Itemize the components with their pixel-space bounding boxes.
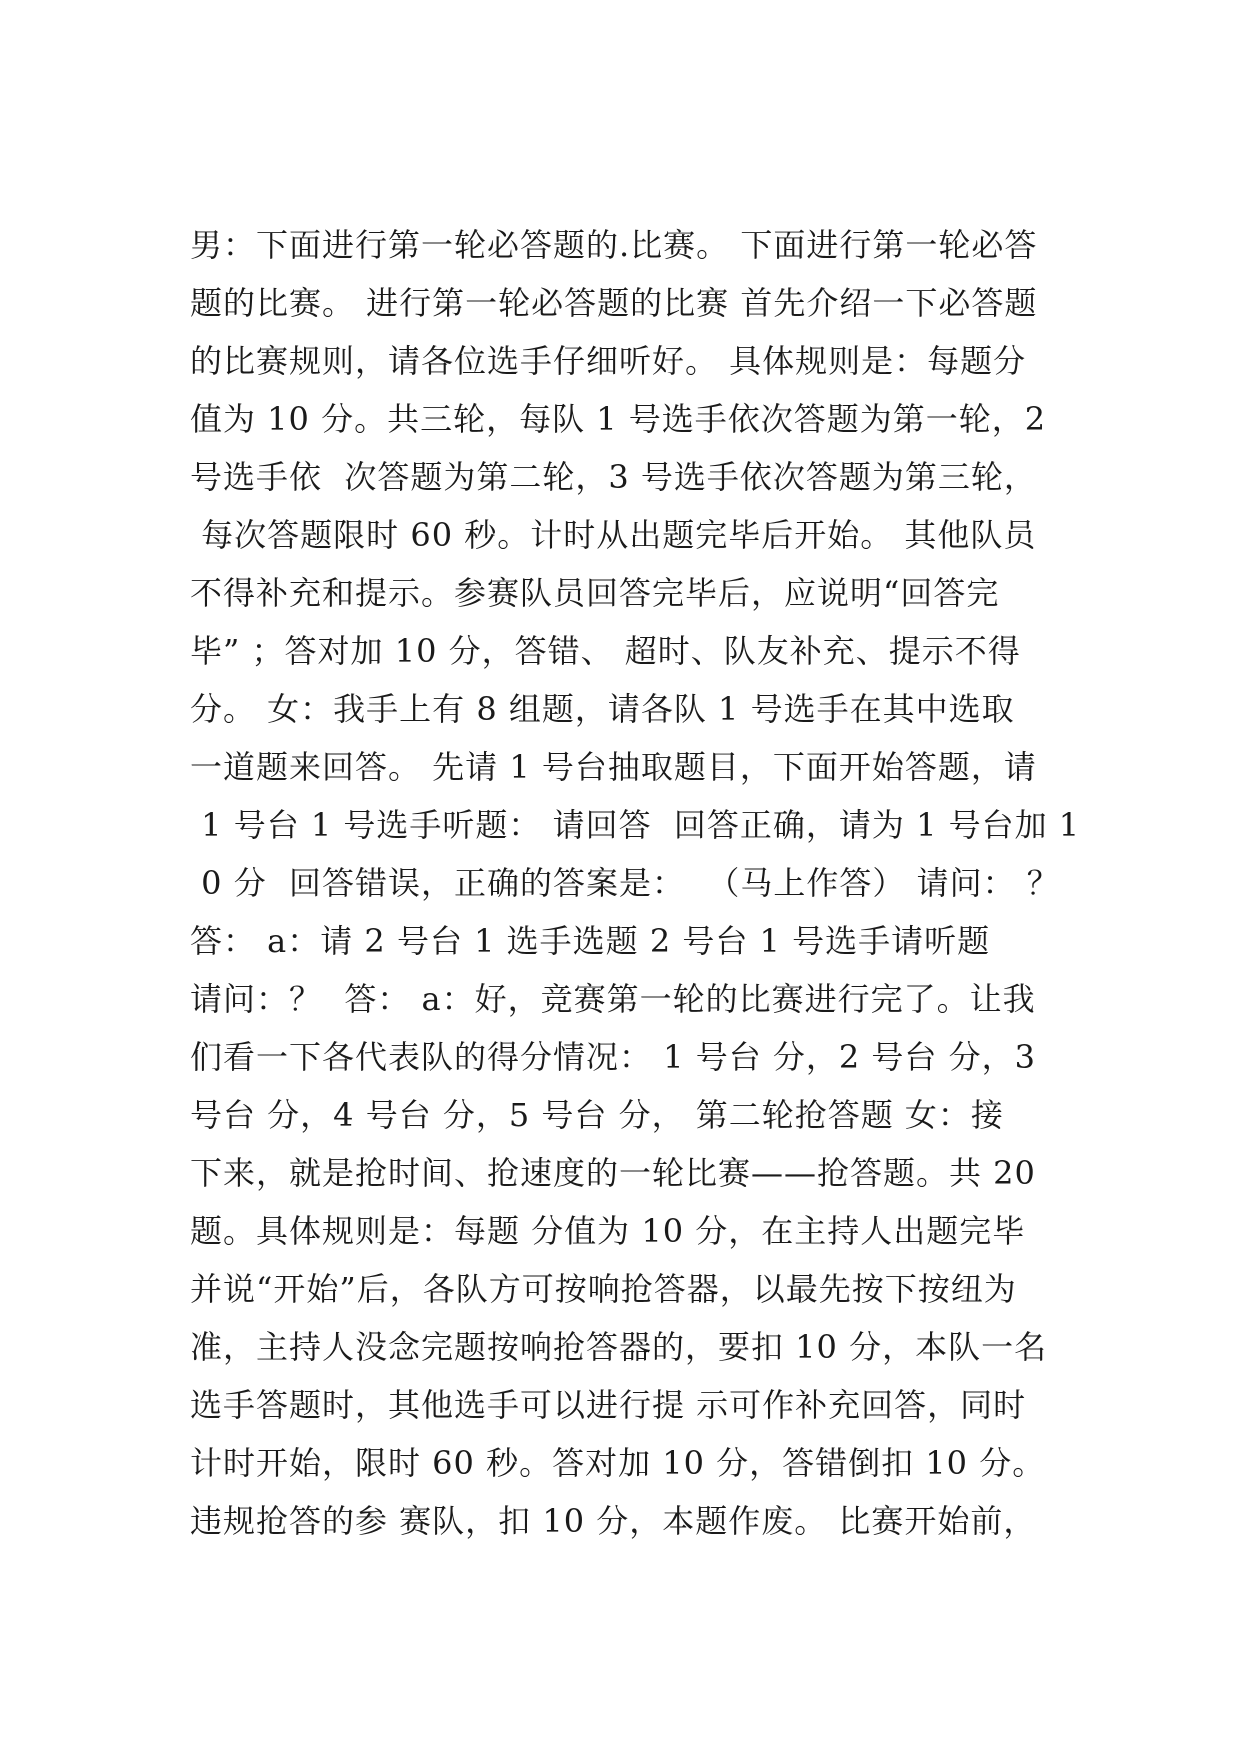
text-line: 1 号台 1 号选手听题： 请回答 回答正确，请为 1 号台加 1 [190, 806, 1081, 844]
text-line: 号选手依 次答题为第二轮，3 号选手依次答题为第三轮， [190, 458, 1037, 496]
body-text [190, 216, 1081, 1550]
text-line: 计时开始，限时 60 秒。答对加 10 分，答错倒扣 10 分。 [190, 1444, 1046, 1482]
text-line: 下来，就是抢时间、抢速度的一轮比赛——抢答题。共 20 [190, 1154, 1036, 1192]
text-line: 请问：？ 答： a：好，竞赛第一轮的比赛进行完了。让我 [190, 980, 1036, 1018]
text-line: 一道题来回答。 先请 1 号台抽取题目，下面开始答题，请 [190, 748, 1037, 786]
text-line: 题。具体规则是：每题 分值为 10 分，在主持人出题完毕 [190, 1212, 1026, 1250]
text-line: 题的比赛。 进行第一轮必答题的比赛 首先介绍一下必答题 [190, 284, 1038, 322]
text-line: 毕” ；答对加 10 分，答错、 超时、队友补充、提示不得 [190, 632, 1021, 670]
text-line: 号台 分，4 号台 分，5 号台 分， 第二轮抢答题 女：接 [190, 1096, 1004, 1134]
text-line: 值为 10 分。共三轮，每队 1 号选手依次答题为第一轮，2 [190, 400, 1047, 438]
text-line: 不得补充和提示。参赛队员回答完毕后，应说明“回答完 [190, 574, 1000, 612]
text-line: 每次答题限时 60 秒。计时从出题完毕后开始。 其他队员 [190, 516, 1037, 554]
text-line: 男：下面进行第一轮必答题的.比赛。 下面进行第一轮必答 [190, 226, 1038, 264]
text-line: 分。 女：我手上有 8 组题，请各队 1 号选手在其中选取 [190, 690, 1015, 728]
text-line: 0 分 回答错误，正确的答案是： （马上作答） 请问： ？ [190, 864, 1060, 902]
text-line: 答： a：请 2 号台 1 选手选题 2 号台 1 号选手请听题 [190, 922, 991, 960]
text-line: 准，主持人没念完题按响抢答器的，要扣 10 分，本队一名 [190, 1328, 1048, 1366]
text-line: 的比赛规则，请各位选手仔细听好。 具体规则是：每题分 [190, 342, 1027, 380]
text-line: 并说“开始”后，各队方可按响抢答器，以最先按下按纽为 [190, 1270, 1017, 1308]
text-line: 选手答题时，其他选手可以进行提 示可作补充回答，同时 [190, 1386, 1027, 1424]
text-line: 们看一下各代表队的得分情况： 1 号台 分，2 号台 分，3 [190, 1038, 1036, 1076]
text-line: 违规抢答的参 赛队，扣 10 分，本题作废。 比赛开始前， [190, 1502, 1037, 1540]
